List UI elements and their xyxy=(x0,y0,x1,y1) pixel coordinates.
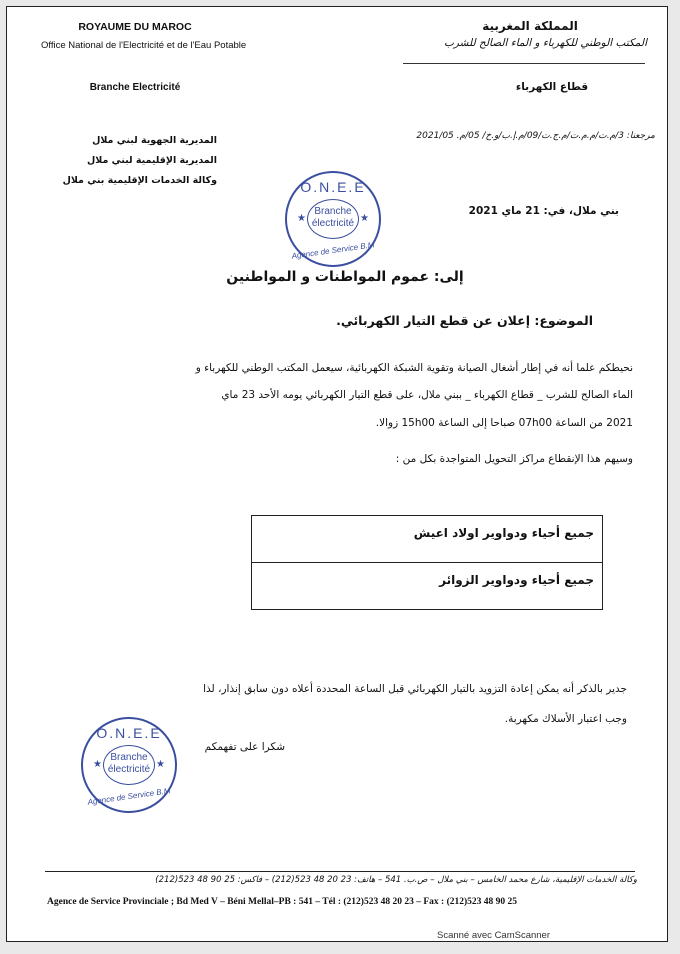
sender-line-1: المديرية الجهوية لبني ملال xyxy=(92,135,217,146)
closing-line-1: جدير بالذكر أنه يمكن إعادة التزويد بالتيار الكهربائي قبل الساعة المحددة أعلاه دون سابق إنذار، لذا xyxy=(203,683,627,695)
ar-kingdom: المملكة المغربية xyxy=(482,19,578,33)
scanner-watermark: Scanné avec CamScanner xyxy=(437,930,551,941)
sender-line-2: المديرية الإقليمية لبني ملال xyxy=(87,155,217,166)
body-line-1: نحيطكم علما أنه في إطار أشغال الصيانة وتقوية الشبكة الكهربائية، سيعمل المكتب الوطني للكهرباء و xyxy=(195,362,633,374)
document-page xyxy=(6,6,668,942)
ar-office: المكتب الوطني للكهرباء و الماء الصالح للشرب xyxy=(444,37,647,49)
addressee: إلى: عموم المواطنات و المواطنين xyxy=(226,269,464,285)
fr-office: Office National de l'Electricité et de l'Eau Potable xyxy=(41,40,247,51)
area-label-1: جميع أحياء ودواوير اولاد اعيش xyxy=(413,526,594,540)
onee-stamp-bottom: O.N.E.E ★ ★ Branche électricité Agence de Service B.M xyxy=(81,717,177,813)
area-row-2 xyxy=(251,562,603,610)
area-label-2: جميع أحياء ودواوير الزوائر xyxy=(439,573,594,587)
fr-kingdom: ROYAUME DU MAROC xyxy=(78,21,192,33)
thanks-line: شكرا على تفهمكم xyxy=(204,741,285,753)
header-rule xyxy=(403,63,645,64)
body-line-2: الماء الصالح للشرب _ قطاع الكهرباء _ ببني ملال، على قطع التيار الكهربائي يومه الأحد 23 ماي xyxy=(221,389,633,401)
footer-rule xyxy=(45,871,635,872)
subject: الموضوع: إعلان عن قطع التيار الكهربائي. xyxy=(336,313,593,328)
ar-branch: قطاع الكهرباء xyxy=(515,81,589,93)
footer-french: Agence de Service Provinciale ; Bd Med V – Béni Mellal–PB : 541 – Tél : (212)523 48 20 23 – Fax : (212)523 48 90 25 xyxy=(47,897,518,907)
onee-stamp-top: O.N.E.E ★ ★ Branche électricité Agence de Service B.M xyxy=(285,171,381,267)
body-line-4: وسيهم هذا الإنقطاع مراكز التحويل المتواجدة بكل من : xyxy=(395,453,633,465)
sender-line-3: وكالة الخدمات الإقليمية بني ملال xyxy=(62,175,217,186)
closing-line-2: وجب اعتبار الأسلاك مكهربة. xyxy=(504,713,627,725)
footer-arabic: وكالة الخدمات الإقليمية، شارع محمد الخامس – بني ملال – ص.ب. 541 – هاتف: 23 20 48 523(212) – فاكس: 25 90 48 523(212) xyxy=(155,875,637,885)
area-row-1 xyxy=(251,515,603,563)
body-line-3: 2021 من الساعة 07h00 صباحا إلى الساعة 15h00 زوالا. xyxy=(375,417,633,429)
date-line: بني ملال، في: 21 ماي 2021 xyxy=(468,205,619,217)
reference-number: مرجعنا: 3/م.ت/م.م.ت/م.ج.ت/09/م.إ.ب/و.خ/ 05/م. 2021/05 xyxy=(416,131,655,141)
fr-branch: Branche Electricité xyxy=(89,82,181,93)
